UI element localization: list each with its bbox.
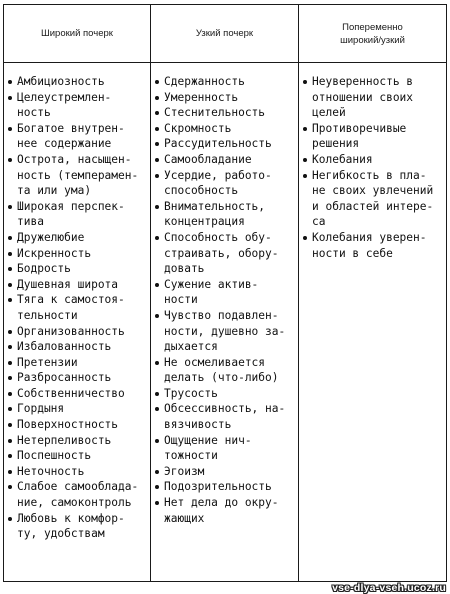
trait-text: Стеснительность (164, 106, 266, 120)
trait-item (7, 121, 150, 152)
trait-item (7, 261, 150, 277)
trait-text: ние, самоконтроль (17, 496, 132, 510)
trait-list (154, 74, 298, 526)
trait-text: решения (312, 137, 360, 151)
trait-item (302, 230, 446, 261)
trait-item (154, 386, 298, 402)
trait-item (154, 308, 298, 355)
trait-item (154, 105, 298, 121)
trait-item (154, 121, 298, 137)
trait-item (154, 401, 298, 432)
trait-item (154, 355, 298, 386)
trait-item (154, 433, 298, 464)
trait-text: Нетерпеливость (17, 433, 112, 447)
header-line: Широкий почерк (41, 28, 113, 39)
trait-text: Усердие, работо- (164, 168, 272, 182)
trait-item (302, 152, 446, 168)
trait-text: Негибкость в пла- (312, 168, 427, 182)
trait-item (154, 495, 298, 526)
trait-text: ность (17, 106, 51, 120)
trait-item (7, 74, 150, 90)
trait-item (154, 230, 298, 277)
trait-item (7, 401, 150, 417)
trait-text: Гордыня (17, 402, 65, 416)
trait-item (7, 199, 150, 230)
trait-text: Поверхностность (17, 418, 119, 432)
trait-text: Не осмеливается (164, 355, 266, 369)
trait-text: Разбросанность (17, 371, 112, 385)
trait-item (7, 90, 150, 121)
trait-text: ности в себе (312, 246, 393, 260)
trait-item (154, 136, 298, 152)
trait-text: жающих (164, 511, 205, 525)
header-wide-handwriting (4, 5, 151, 63)
trait-text: Колебания уверен- (312, 230, 427, 244)
trait-item (7, 386, 150, 402)
trait-text: Умеренность (164, 90, 239, 104)
trait-text: Нет дела до окру- (164, 496, 279, 510)
trait-item (7, 277, 150, 293)
trait-text: Колебания (312, 152, 373, 166)
trait-text: Организованность (17, 324, 125, 338)
trait-text: Сдержанность (164, 75, 245, 88)
trait-text: Тяга к самостоя- (17, 293, 125, 307)
handwriting-traits-table (3, 4, 447, 582)
trait-item (154, 168, 298, 199)
trait-item (154, 479, 298, 495)
trait-item (7, 417, 150, 433)
header-line: Узкий почерк (195, 28, 254, 39)
trait-text: Чувство подавлен- (164, 308, 279, 322)
trait-text: тожности (164, 449, 218, 463)
trait-text: Способность обу- (164, 230, 272, 244)
trait-text: Бодрость (17, 262, 71, 276)
trait-text: Претензии (17, 355, 78, 369)
trait-text: Самообладание (164, 152, 252, 166)
trait-text: отношении своих (312, 90, 414, 104)
trait-item (154, 152, 298, 168)
trait-text: и областей интере- (312, 199, 434, 213)
trait-item (7, 370, 150, 386)
column-wide-traits (4, 63, 151, 581)
trait-text: делать (что-либо) (164, 371, 279, 385)
trait-list (7, 74, 150, 542)
trait-text: Скромность (164, 121, 232, 135)
trait-text: способность (164, 184, 239, 198)
trait-item (154, 199, 298, 230)
trait-text: Слабое самооблада- (17, 480, 139, 494)
trait-text: Подозрительность (164, 480, 272, 494)
header-narrow-handwriting (151, 5, 299, 63)
trait-text: Собственничество (17, 386, 125, 400)
trait-text: вязчивость (164, 418, 232, 432)
trait-text: Сужение актив- (164, 277, 259, 291)
trait-text: ность (темперамен- (17, 168, 139, 182)
trait-text: са (312, 215, 326, 229)
trait-text: тива (17, 215, 44, 229)
trait-text: Богатое внутрен- (17, 121, 125, 135)
trait-item (7, 339, 150, 355)
column-narrow-traits (151, 63, 299, 581)
trait-item (7, 433, 150, 449)
trait-text: Дружелюбие (17, 230, 85, 244)
trait-text: Противоречивые (312, 121, 407, 135)
trait-text: Амбициозность (17, 75, 105, 88)
trait-text: ности (164, 293, 198, 307)
trait-text: Обсессивность, на- (164, 402, 286, 416)
trait-text: дыхается (164, 340, 218, 354)
trait-item (7, 355, 150, 371)
trait-text: Целеустремлен- (17, 90, 112, 104)
trait-text: целей (312, 106, 346, 120)
header-alternating-handwriting (299, 5, 446, 63)
trait-item (302, 168, 446, 230)
column-alternating-traits (299, 63, 446, 581)
trait-text: Эгоизм (164, 464, 205, 478)
trait-list (302, 74, 446, 261)
trait-text: Любовь к комфор- (17, 511, 125, 525)
trait-item (302, 121, 446, 152)
trait-text: Искренность (17, 246, 92, 260)
trait-text: Рассудительность (164, 137, 272, 151)
trait-text: Острота, насыщен- (17, 152, 132, 166)
trait-item (7, 152, 150, 199)
trait-item (154, 74, 298, 90)
trait-text: концентрация (164, 215, 245, 229)
trait-item (7, 479, 150, 510)
header-line: Попеременно (342, 21, 403, 33)
trait-text: не своих увлечений (312, 184, 434, 198)
trait-text: ности, душевно за- (164, 324, 286, 338)
trait-text: страивать, обору- (164, 246, 279, 260)
trait-item (302, 74, 446, 121)
trait-text: Избалованность (17, 340, 112, 354)
trait-item (7, 246, 150, 262)
trait-text: Ощущение нич- (164, 433, 252, 447)
trait-text: Широкая перспек- (17, 199, 125, 213)
trait-text: Внимательность, (164, 199, 266, 213)
trait-item (7, 511, 150, 542)
trait-item (7, 324, 150, 340)
trait-item (7, 292, 150, 323)
trait-item (7, 230, 150, 246)
trait-text: Неточность (17, 464, 85, 478)
header-line: широкий/узкий (340, 34, 405, 46)
trait-text: Душевная широта (17, 277, 119, 291)
watermark-text: vse-dlya-vseh.ucoz.ru (332, 582, 446, 594)
trait-text: Трусость (164, 386, 218, 400)
trait-text: Поспешность (17, 449, 92, 463)
trait-item (7, 448, 150, 464)
trait-text: довать (164, 262, 205, 276)
trait-text: Неуверенность в (312, 75, 414, 88)
trait-text: нее содержание (17, 137, 112, 151)
trait-text: та или ума) (17, 184, 92, 198)
trait-item (154, 90, 298, 106)
trait-item (154, 464, 298, 480)
trait-text: ту, удобствам (17, 527, 105, 541)
trait-item (7, 464, 150, 480)
trait-text: тельности (17, 308, 78, 322)
trait-item (154, 277, 298, 308)
